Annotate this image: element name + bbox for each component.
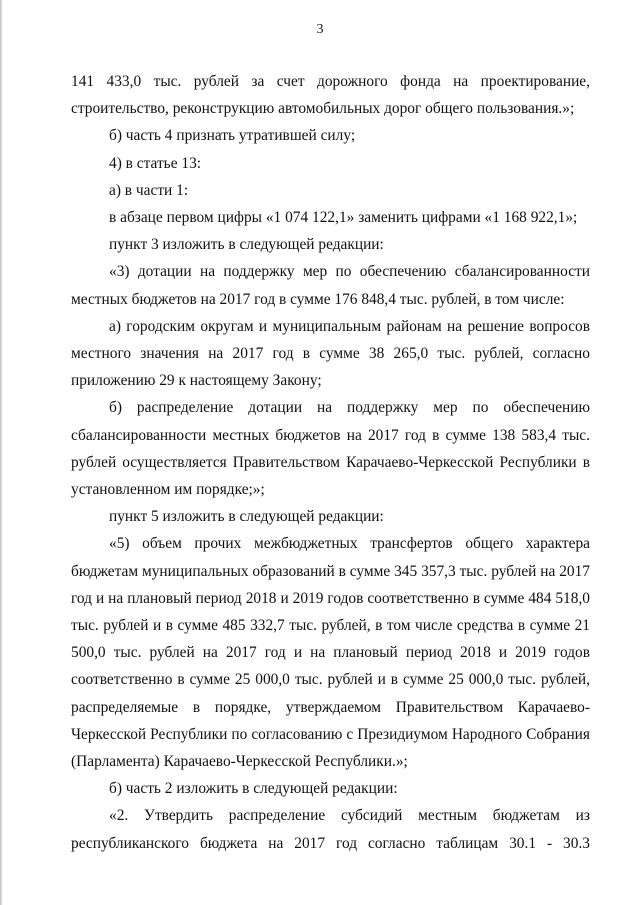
paragraph: 4) в статье 13: bbox=[109, 154, 202, 172]
paragraph: а) городским округам и муниципальным районам на решение вопросов местного значения на 2017 год в сумме 38 265,0 тыс. рублей, согласно приложению 29 к настоящему Закону; bbox=[71, 317, 590, 390]
paragraph: пункт 5 изложить в следующей редакции: bbox=[109, 508, 384, 526]
document-body bbox=[71, 68, 590, 857]
paragraph: пункт 3 изложить в следующей редакции: bbox=[109, 236, 384, 254]
paragraph: а) в части 1: bbox=[109, 181, 189, 199]
page-number: 3 bbox=[316, 22, 324, 37]
paragraph: б) часть 2 изложить в следующей редакции: bbox=[109, 780, 398, 798]
paragraph: «2. Утвердить распределение субсидий местным бюджетам из республиканского бюджета на 2017 год согласно таблицам 30.1 - 30.3 bbox=[71, 807, 590, 852]
paragraph: 141 433,0 тыс. рублей за счет дорожного фонда на проектирование, строительство, реконструкцию автомобильных дорог общего пользования.»; bbox=[71, 73, 590, 118]
paragraph: в абзаце первом цифры «1 074 122,1» заменить цифрами «1 168 922,1»; bbox=[109, 209, 578, 227]
paragraph: б) распределение дотации на поддержку мер по обеспечению сбалансированности местных бюджетов на 2017 год в сумме 138 583,4 тыс. рублей осуществляется Правительством Карачаево-Черкесской Республики в установленном им порядке;»; bbox=[71, 399, 590, 499]
paragraph: «5) объем прочих межбюджетных трансфертов общего характера бюджетам муниципальных образований в сумме 345 357,3 тыс. рублей на 2017 год и на плановый период 2018 и 2019 годов соответственно в сумме 484 518,0 тыс. рублей и в сумме 485 332,7 тыс. рублей, в том числе средства в сумме 21 500,0 тыс. рублей на 2017 год и на плановый период 2018 и 2019 годов соответственно в сумме 25 000,0 тыс. рублей и в сумме 25 000,0 тыс. рублей, распределяемые в порядке, утверждаемом Правительством Карачаево-Черкесской Республики по согласованию с Президиумом Народного Собрания (Парламента) Карачаево-Черкесской Республики.»; bbox=[71, 535, 590, 771]
paragraph: б) часть 4 признать утратившей силу; bbox=[109, 127, 356, 145]
page-edge-shadow bbox=[0, 0, 3, 905]
paragraph: «3) дотации на поддержку мер по обеспечению сбалансированности местных бюджетов на 2017 год в сумме 176 848,4 тыс. рублей, в том числе: bbox=[71, 263, 590, 308]
